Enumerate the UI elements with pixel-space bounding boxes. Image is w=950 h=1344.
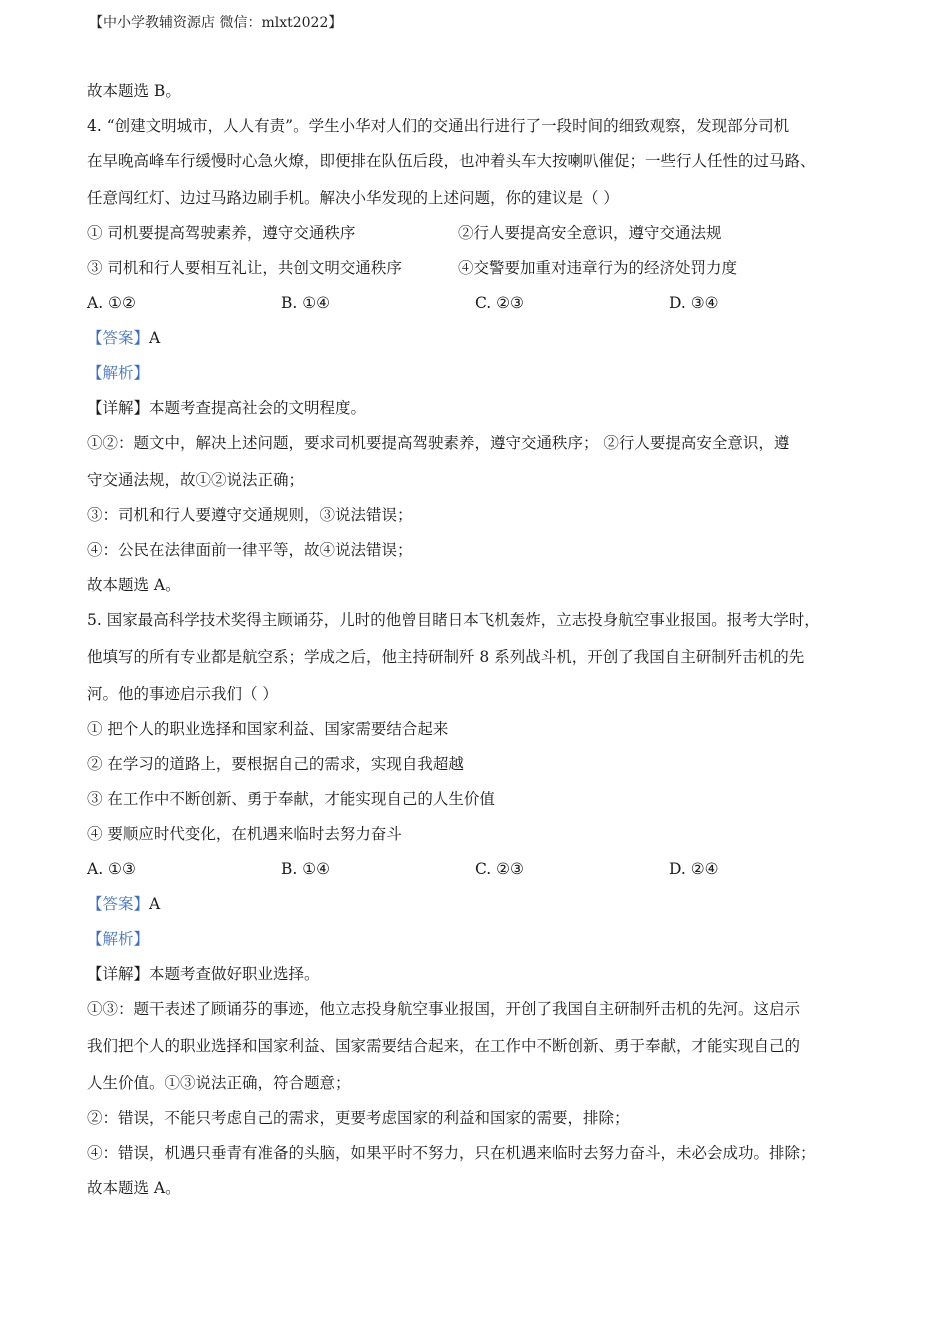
q5-stem-line-2: 他填写的所有专业都是航空系；学成之后，他主持研制歼 8 系列战斗机，开创了我国自主研制歼击机的先 xyxy=(87,648,805,666)
q4-option-a: A. ①② xyxy=(87,294,136,312)
page-header-watermark: 【中小学教辅资源店 微信：mlxt2022】 xyxy=(89,15,343,31)
q4-explain-line-1: ①②：题文中，解决上述问题，要求司机要提高驾驶素养，遵守交通秩序； ②行人要提高安全意识，遵 xyxy=(87,434,790,452)
q5-explain-line-3: 人生价值。①③说法正确，符合题意； xyxy=(87,1074,351,1092)
q5-explain-line-1: ①③：题干表述了顾诵芬的事迹，他立志投身航空事业报国，开创了我国自主研制歼击机的先河。这启示 xyxy=(87,1000,801,1018)
q4-answer-value: A xyxy=(149,329,161,347)
q5-option-d: D. ②④ xyxy=(669,860,719,878)
document-body xyxy=(87,76,877,1208)
q5-conclusion: 故本题选 A。 xyxy=(87,1179,181,1197)
q4-statement-1: ① 司机要提高驾驶素养，遵守交通秩序 xyxy=(87,224,356,242)
q5-option-a: A. ①③ xyxy=(87,860,136,878)
q4-explain-line-4: ④：公民在法律面前一律平等，故④说法错误； xyxy=(87,541,413,559)
q5-explain-line-2: 我们把个人的职业选择和国家利益、国家需要结合起来，在工作中不断创新、勇于奉献，才能实现自己的 xyxy=(87,1037,801,1055)
q4-statement-4: ④交警要加重对违章行为的经济处罚力度 xyxy=(458,259,738,277)
q5-statement-3: ③ 在工作中不断创新、勇于奉献，才能实现自己的人生价值 xyxy=(87,790,495,808)
q5-statement-2: ② 在学习的道路上，要根据自己的需求，实现自我超越 xyxy=(87,755,464,773)
q5-stem-line-1: 5. 国家最高科学技术奖得主顾诵芬，儿时的他曾目睹日本飞机轰炸，立志投身航空事业报国。报考大学时， xyxy=(87,611,820,629)
q4-conclusion: 故本题选 A。 xyxy=(87,576,181,594)
q4-detail: 【详解】本题考查提高社会的文明程度。 xyxy=(87,399,367,417)
q4-stem-line-1: 4. “创建文明城市，人人有责”。学生小华对人们的交通出行进行了一段时间的细致观察，发现部分司机 xyxy=(87,117,790,135)
q5-answer-tag: 【答案】 xyxy=(87,895,150,913)
q4-explain-line-2: 守交通法规，故①②说法正确； xyxy=(87,471,305,489)
q4-answer xyxy=(87,323,877,358)
q4-options xyxy=(87,288,877,323)
q4-analysis-tag: 【解析】 xyxy=(87,364,150,382)
q5-options xyxy=(87,854,877,889)
q4-option-b: B. ①④ xyxy=(281,294,331,312)
q4-statements-row-1 xyxy=(87,218,877,253)
q5-answer xyxy=(87,889,877,924)
q4-stem-line-2: 在早晚高峰车行缓慢时心急火燎，即便排在队伍后段，也冲着头车大按喇叭催促；一些行人任性的过马路、 xyxy=(87,152,816,170)
q5-detail: 【详解】本题考查做好职业选择。 xyxy=(87,965,320,983)
q5-stem-line-3: 河。他的事迹启示我们（ ） xyxy=(87,685,278,703)
q4-explain-line-3: ③：司机和行人要遵守交通规则，③说法错误； xyxy=(87,506,413,524)
q5-option-c: C. ②③ xyxy=(475,860,524,878)
q5-explain-line-5: ④：错误，机遇只垂青有准备的头脑，如果平时不努力，只在机遇来临时去努力奋斗，未必会成功。排除； xyxy=(87,1144,816,1162)
prev-conclusion: 故本题选 B。 xyxy=(87,82,181,100)
q5-analysis-tag: 【解析】 xyxy=(87,930,150,948)
q5-answer-value: A xyxy=(149,895,161,913)
q5-option-b: B. ①④ xyxy=(281,860,331,878)
q4-option-d: D. ③④ xyxy=(669,294,719,312)
q4-statement-3: ③ 司机和行人要相互礼让，共创文明交通秩序 xyxy=(87,259,402,277)
q4-answer-tag: 【答案】 xyxy=(87,329,150,347)
q5-statement-1: ① 把个人的职业选择和国家利益、国家需要结合起来 xyxy=(87,720,449,738)
q4-statement-2: ②行人要提高安全意识，遵守交通法规 xyxy=(458,224,722,242)
q4-option-c: C. ②③ xyxy=(475,294,524,312)
q4-stem-line-3: 任意闯红灯、边过马路边刷手机。解决小华发现的上述问题，你的建议是（ ） xyxy=(87,189,619,207)
q5-explain-line-4: ②：错误，不能只考虑自己的需求，更要考虑国家的利益和国家的需要，排除； xyxy=(87,1109,630,1127)
q5-statement-4: ④ 要顺应时代变化，在机遇来临时去努力奋斗 xyxy=(87,825,402,843)
q4-statements-row-2 xyxy=(87,253,877,288)
